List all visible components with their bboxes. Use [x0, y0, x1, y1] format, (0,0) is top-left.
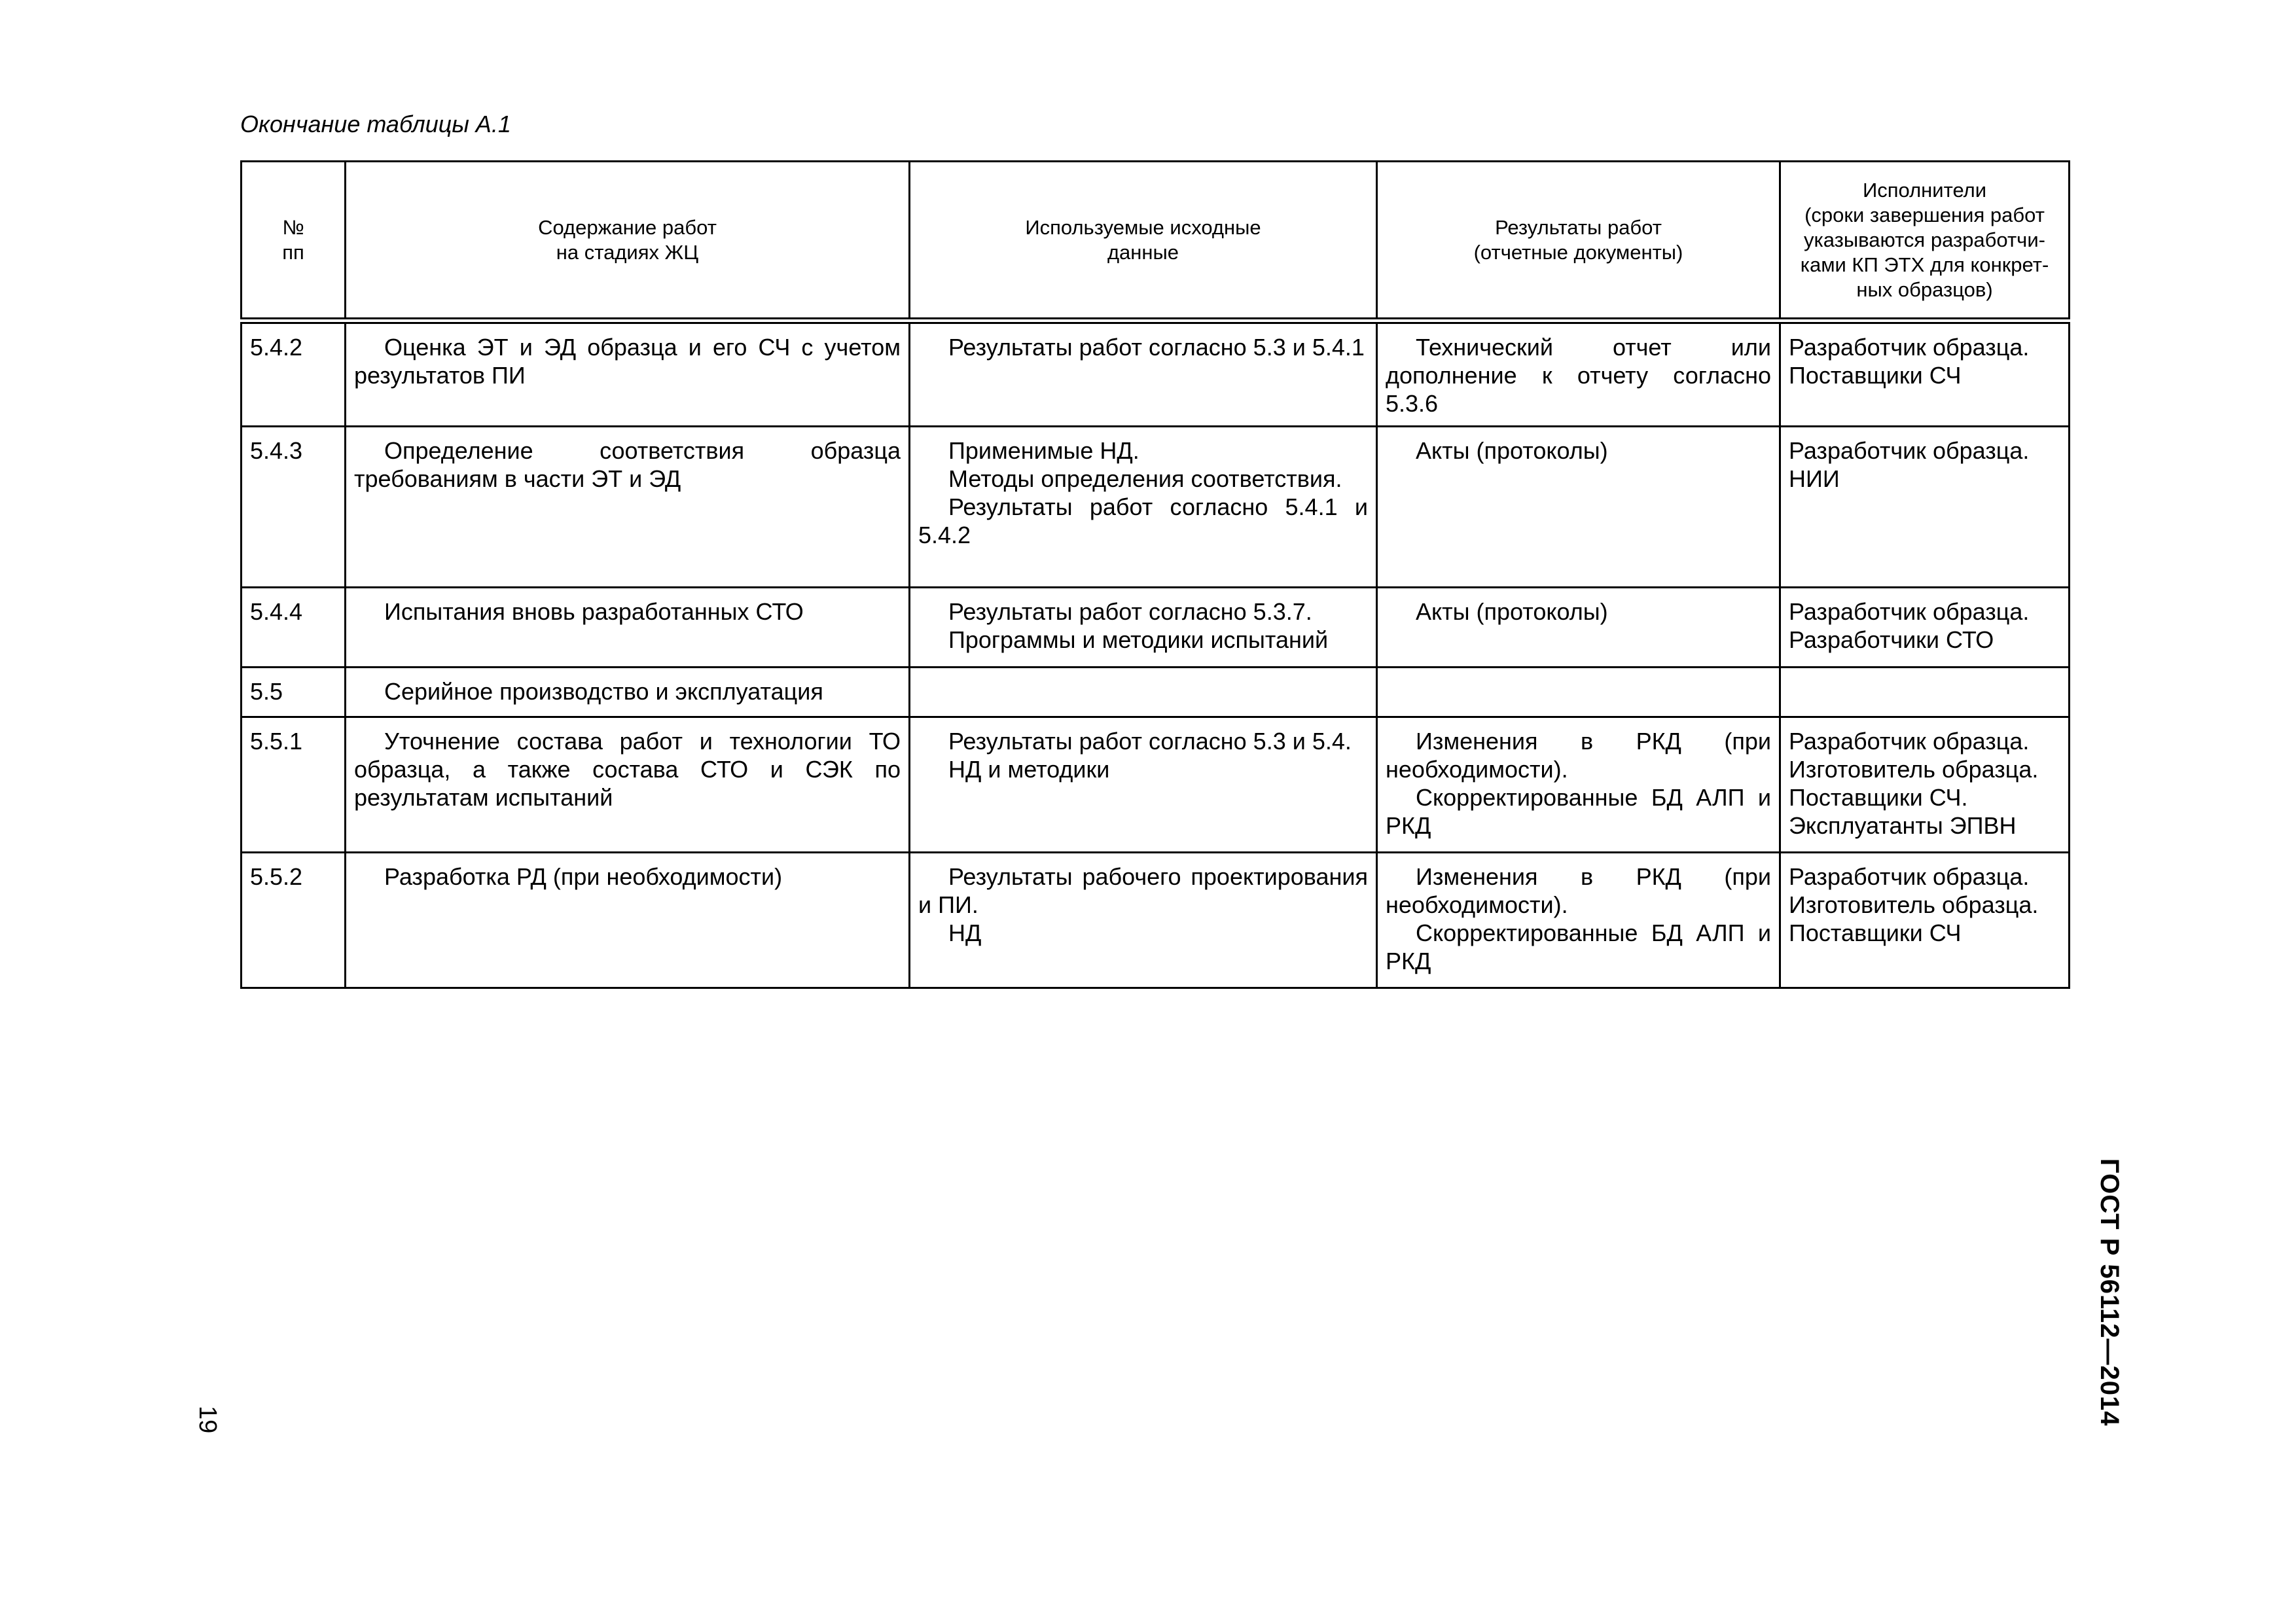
row-num: 5.5.2 [242, 853, 346, 988]
row-inputs: Результаты работ согласно 5.3.7. Программы и методики испытаний [910, 588, 1377, 668]
header-performers: Исполнители (сроки завершения работ указываются разработчи- ками КП ЭТХ для конкрет- ных образцов) [1780, 162, 2070, 321]
table-row [242, 668, 2070, 717]
row-num: 5.4.3 [242, 427, 346, 588]
header-num: № пп [242, 162, 346, 321]
row-content: Оценка ЭТ и ЭД образца и его СЧ с учетом результатов ПИ [346, 321, 910, 427]
standard-code-vertical [2095, 1158, 2140, 1440]
row-inputs: Применимые НД. Методы определения соответствия. Результаты работ согласно 5.4.1 и 5.4.2 [910, 427, 1377, 588]
row-inputs: Результаты работ согласно 5.3 и 5.4.1 [910, 321, 1377, 427]
page-number: 19 [194, 1406, 221, 1434]
header-inputs: Используемые исходные данные [910, 162, 1377, 321]
row-performers: Разработчик образца. Поставщики СЧ [1780, 321, 2070, 427]
row-performers [1780, 668, 2070, 717]
row-results: Акты (протоколы) [1377, 588, 1780, 668]
row-content: Уточнение состава работ и технологии ТО образца, а также состава СТО и СЭК по результатам испытаний [346, 717, 910, 853]
header-results: Результаты работ (отчетные документы) [1377, 162, 1780, 321]
row-results: Технический отчет или дополнение к отчету согласно 5.3.6 [1377, 321, 1780, 427]
table-row [242, 427, 2070, 588]
data-table [240, 160, 2070, 989]
row-content: Серийное производство и эксплуатация [346, 668, 910, 717]
row-performers: Разработчик образца. Разработчики СТО [1780, 588, 2070, 668]
row-performers: Разработчик образца. НИИ [1780, 427, 2070, 588]
page-number-vertical [196, 1406, 223, 1445]
row-content: Разработка РД (при необходимости) [346, 853, 910, 988]
row-results: Изменения в РКД (при необходимости). Скорректированные БД АЛП и РКД [1377, 853, 1780, 988]
row-performers: Разработчик образца. Изготовитель образца. Поставщики СЧ. Эксплуатанты ЭПВН [1780, 717, 2070, 853]
header-content: Содержание работ на стадиях ЖЦ [346, 162, 910, 321]
row-results: Изменения в РКД (при необходимости). Скорректированные БД АЛП и РКД [1377, 717, 1780, 853]
row-num: 5.5 [242, 668, 346, 717]
table-caption: Окончание таблицы А.1 [240, 111, 511, 137]
row-inputs [910, 668, 1377, 717]
row-content: Испытания вновь разработанных СТО [346, 588, 910, 668]
row-num: 5.4.4 [242, 588, 346, 668]
row-results: Акты (протоколы) [1377, 427, 1780, 588]
row-results [1377, 668, 1780, 717]
table-row [242, 588, 2070, 668]
row-content: Определение соответствия образца требованиям в части ЭТ и ЭД [346, 427, 910, 588]
table-row [242, 321, 2070, 427]
table-row [242, 853, 2070, 988]
row-performers: Разработчик образца. Изготовитель образца. Поставщики СЧ [1780, 853, 2070, 988]
table-header [242, 162, 2070, 321]
row-inputs: Результаты рабочего проектирования и ПИ. НД [910, 853, 1377, 988]
row-inputs: Результаты работ согласно 5.3 и 5.4. НД и методики [910, 717, 1377, 853]
table-row [242, 717, 2070, 853]
row-num: 5.4.2 [242, 321, 346, 427]
standard-code: ГОСТ Р 56112—2014 [2095, 1158, 2124, 1427]
row-num: 5.5.1 [242, 717, 346, 853]
